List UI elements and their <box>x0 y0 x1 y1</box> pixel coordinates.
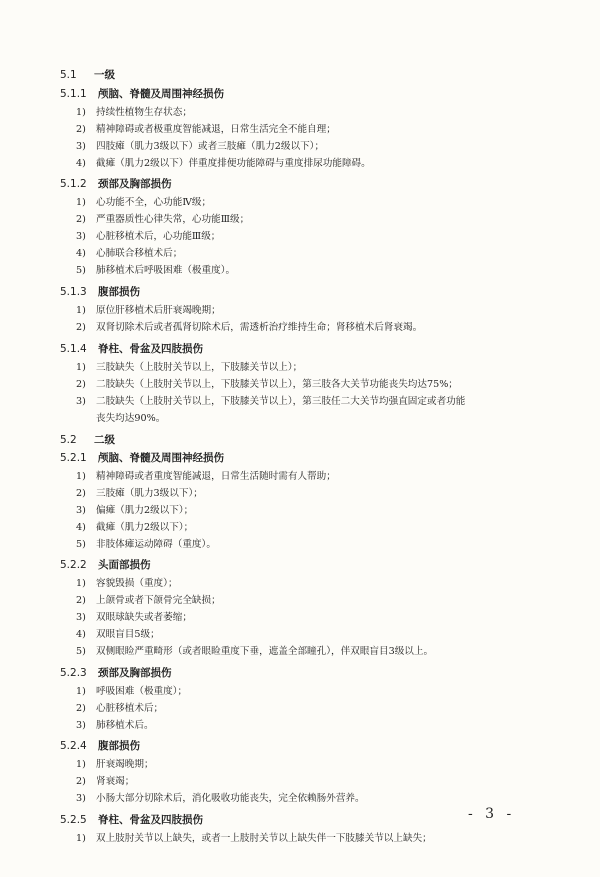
item-number: 3) <box>76 505 86 516</box>
item-number: 1) <box>76 686 86 697</box>
item-number: 4) <box>76 522 86 533</box>
item-text: 心功能不全，心功能Ⅳ级； <box>96 197 212 208</box>
section-number: 5.2.2 <box>60 559 87 571</box>
section-title: 腹部损伤 <box>98 286 140 298</box>
item-number: 3) <box>76 793 86 804</box>
list-item <box>76 609 192 623</box>
item-text: 心脏移植术后； <box>96 703 164 714</box>
item-text: 呼吸困难（极重度）； <box>96 686 188 697</box>
section-number: 5.2.5 <box>60 814 87 826</box>
section-title: 脊柱、骨盆及四肢损伤 <box>98 814 203 826</box>
list-item <box>76 376 458 390</box>
item-number: 1) <box>76 305 86 316</box>
section-number: 5.1.1 <box>60 88 87 100</box>
section-title: 二级 <box>94 434 115 446</box>
list-item <box>76 245 182 259</box>
section-number: 5.1.2 <box>60 178 87 190</box>
item-text: 心肺联合移植术后； <box>96 248 183 259</box>
section-heading <box>60 665 172 680</box>
item-number: 5) <box>76 539 86 550</box>
section-heading <box>60 86 224 101</box>
list-item <box>76 121 336 135</box>
list-item <box>76 302 221 316</box>
item-text: 肺移植术后呼吸困难（极重度）。 <box>96 265 236 276</box>
section-heading <box>60 341 203 356</box>
list-item <box>76 643 433 657</box>
item-number: 1) <box>76 759 86 770</box>
item-text: 心脏移植术后，心功能Ⅲ级； <box>96 231 221 242</box>
list-item <box>76 790 365 804</box>
page-number: - 3 - <box>468 806 516 822</box>
item-number: 2) <box>76 595 86 606</box>
item-number: 2) <box>76 776 86 787</box>
section-number: 5.1 <box>60 69 77 81</box>
item-text: 严重器质性心律失常，心功能Ⅲ级； <box>96 214 250 225</box>
list-item <box>76 262 235 276</box>
list-item <box>76 575 178 589</box>
list-item <box>76 519 193 533</box>
item-number: 2) <box>76 379 86 390</box>
item-number: 3) <box>76 141 86 152</box>
item-text: 精神障碍或者极重度智能减退，日常生活完全不能自理； <box>96 124 336 135</box>
item-number: 3) <box>76 396 86 407</box>
item-number: 5) <box>76 265 86 276</box>
list-item <box>76 393 465 407</box>
list-item <box>76 773 134 787</box>
item-text: 肾衰竭； <box>96 776 135 787</box>
item-text: 容貌毁损（重度）； <box>96 578 178 589</box>
section-heading <box>60 176 172 191</box>
item-text: 偏瘫（肌力2级以下）； <box>96 505 194 516</box>
section-title: 颅脑、脊髓及周围神经损伤 <box>98 452 224 464</box>
item-number: 2) <box>76 124 86 135</box>
item-number: 1) <box>76 197 86 208</box>
section-number: 5.1.3 <box>60 286 87 298</box>
item-text: 截瘫（肌力2级以下）伴重度排便功能障碍与重度排尿功能障碍。 <box>96 158 371 169</box>
section-title: 颈部及胸部损伤 <box>98 178 172 190</box>
item-number: 2) <box>76 322 86 333</box>
item-text: 双眼球缺失或者萎缩； <box>96 612 192 623</box>
item-text: 双侧眼睑严重畸形（或者眼睑重度下垂，遮盖全部瞳孔），伴双眼盲目3级以上。 <box>96 646 434 657</box>
list-item <box>76 138 324 152</box>
item-number: 4) <box>76 629 86 640</box>
item-text: 肝衰竭晚期； <box>96 759 154 770</box>
list-item <box>76 485 203 499</box>
item-number: 3) <box>76 231 86 242</box>
list-item <box>76 756 154 770</box>
item-number: 1) <box>76 471 86 482</box>
item-number: 1) <box>76 107 86 118</box>
section-number: 5.2.3 <box>60 667 87 679</box>
section-heading <box>60 450 224 465</box>
item-text: 二肢缺失（上肢肘关节以上，下肢膝关节以上），第三肢任二大关节均强直固定或者功能 <box>96 396 466 407</box>
item-number: 1) <box>76 833 86 844</box>
list-item <box>76 155 371 169</box>
item-text: 原位肝移植术后肝衰竭晚期； <box>96 305 221 316</box>
section-heading <box>60 812 203 827</box>
item-text: 截瘫（肌力2级以下）； <box>96 522 194 533</box>
item-text: 肺移植术后。 <box>96 720 154 731</box>
item-number: 2) <box>76 488 86 499</box>
list-item <box>76 717 154 731</box>
item-text: 小肠大部分切除术后，消化吸收功能丧失，完全依赖肠外营养。 <box>96 793 365 804</box>
section-title: 颈部及胸部损伤 <box>98 667 172 679</box>
section-title: 腹部损伤 <box>98 740 140 752</box>
item-text: 上颌骨或者下颌骨完全缺损； <box>96 595 221 606</box>
section-heading <box>60 738 140 753</box>
section-number: 5.1.4 <box>60 343 87 355</box>
item-text: 双眼盲目5级； <box>96 629 160 640</box>
list-item <box>76 359 302 373</box>
item-number: 3) <box>76 612 86 623</box>
item-number: 4) <box>76 248 86 259</box>
list-item <box>76 319 422 333</box>
item-text: 二肢缺失（上肢肘关节以上，下肢膝关节以上），第三肢各大关节功能丧失均达75%； <box>96 379 458 390</box>
item-number: 1) <box>76 362 86 373</box>
item-number: 5) <box>76 646 86 657</box>
list-item <box>76 683 187 697</box>
section-number: 5.2.4 <box>60 740 87 752</box>
list-item <box>76 592 221 606</box>
section-number: 5.2 <box>60 434 77 446</box>
item-text: 非肢体瘫运动障碍（重度）。 <box>96 539 216 550</box>
item-number: 2) <box>76 214 86 225</box>
section-title: 头面部损伤 <box>98 559 151 571</box>
item-number: 2) <box>76 703 86 714</box>
section-number: 5.2.1 <box>60 452 87 464</box>
item-text: 三肢缺失（上肢肘关节以上，下肢膝关节以上）； <box>96 362 303 373</box>
list-item <box>76 211 249 225</box>
item-text: 三肢瘫（肌力3级以下）； <box>96 488 203 499</box>
item-number: 4) <box>76 158 86 169</box>
item-number: 1) <box>76 578 86 589</box>
list-item <box>76 700 163 714</box>
item-continuation: 丧失均达90%。 <box>96 413 166 424</box>
item-text: 持续性植物生存状态； <box>96 107 192 118</box>
list-item <box>76 194 211 208</box>
section-heading <box>60 557 151 572</box>
list-item <box>76 536 216 550</box>
list-item <box>76 502 193 516</box>
item-text: 精神障碍或者重度智能减退，日常生活随时需有人帮助； <box>96 471 336 482</box>
section-heading <box>60 432 115 447</box>
section-title: 颅脑、脊髓及周围神经损伤 <box>98 88 224 100</box>
section-title: 脊柱、骨盆及四肢损伤 <box>98 343 203 355</box>
list-item <box>76 830 432 844</box>
item-number: 3) <box>76 720 86 731</box>
section-heading <box>60 67 115 82</box>
list-item <box>76 626 160 640</box>
list-item <box>76 104 192 118</box>
list-item <box>76 228 220 242</box>
item-text: 双肾切除术后或者孤肾切除术后，需透析治疗维持生命；肾移植术后肾衰竭。 <box>96 322 423 333</box>
item-text: 四肢瘫（肌力3级以下）或者三肢瘫（肌力2级以下）； <box>96 141 325 152</box>
section-heading <box>60 284 140 299</box>
list-item <box>76 468 336 482</box>
item-text: 双上肢肘关节以上缺失，或者一上肢肘关节以上缺失伴一下肢膝关节以上缺失； <box>96 833 432 844</box>
section-title: 一级 <box>94 69 115 81</box>
